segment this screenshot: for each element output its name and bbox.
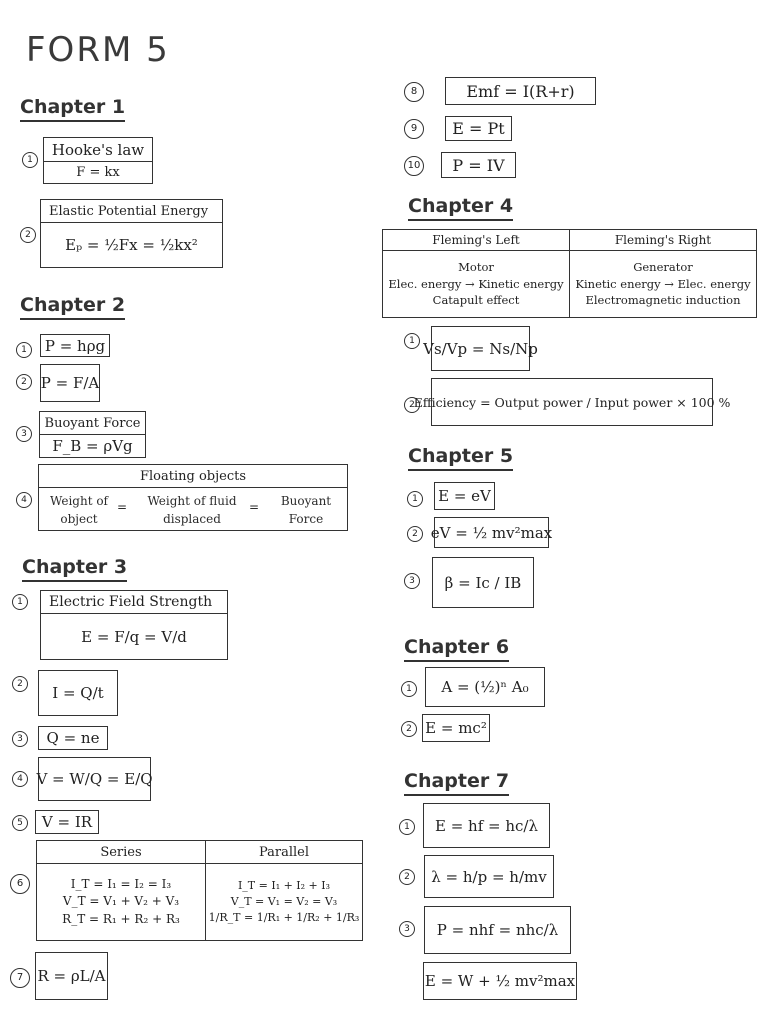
series-resistance: R_T = R₁ + R₂ + R₃	[62, 911, 180, 926]
current-formula: I = Q/t	[38, 670, 118, 716]
parallel-voltage: V_T = V₁ = V₂ = V₃	[230, 895, 338, 909]
item-number: 1	[16, 342, 32, 358]
item-number: 7	[10, 968, 30, 988]
series-header: Series	[36, 840, 206, 864]
item-number: 3	[16, 426, 32, 442]
item-number: 2	[407, 526, 423, 542]
item-number: 5	[12, 815, 28, 831]
item-number: 2	[399, 869, 415, 885]
buoyant-force-label: Buoyant Force	[39, 411, 146, 435]
chapter-6-heading: Chapter 6	[404, 636, 509, 662]
pressure-liquid-formula: P = hρg	[40, 334, 110, 357]
item-number: 2	[16, 374, 32, 390]
floating-weight-fluid	[137, 492, 247, 528]
flemings-right-body	[569, 250, 757, 318]
floating-buoyant-force-line1: Buoyant	[280, 494, 332, 508]
photoelectric-formula: E = W + ½ mv²max	[423, 962, 577, 1000]
chapter-5-heading: Chapter 5	[408, 445, 513, 471]
item-number: 1	[407, 491, 423, 507]
elastic-energy-formula: Eₚ = ½Fx = ½kx²	[40, 222, 223, 268]
flemings-right-effect: Electromagnetic induction	[585, 293, 741, 308]
floating-weight-fluid-line2: displaced	[163, 512, 221, 526]
chapter-7-heading: Chapter 7	[404, 770, 509, 796]
item-number: 6	[10, 874, 30, 894]
series-formulas	[36, 863, 206, 941]
flemings-left-effect: Catapult effect	[432, 293, 520, 308]
de-broglie-formula: λ = h/p = h/mv	[424, 855, 554, 898]
power-photon-formula: P = nhf = nhc/λ	[424, 906, 571, 954]
parallel-formulas	[205, 863, 363, 941]
floating-buoyant-force-line2: Force	[288, 512, 324, 526]
hooke-law-formula: F = kx	[43, 161, 153, 184]
item-number: 2	[12, 676, 28, 692]
equals-sign: =	[117, 500, 128, 514]
parallel-resistance: 1/R_T = 1/R₁ + 1/R₂ + 1/R₃	[208, 910, 360, 924]
item-number: 1	[22, 152, 38, 168]
flemings-right-header: Fleming's Right	[569, 229, 757, 251]
energy-power-formula: E = Pt	[445, 116, 512, 141]
item-number: 3	[12, 731, 28, 747]
elastic-energy-label: Elastic Potential Energy	[40, 199, 223, 223]
item-number: 9	[404, 119, 424, 139]
parallel-header: Parallel	[205, 840, 363, 864]
parallel-current: I_T = I₁ + I₂ + I₃	[237, 879, 331, 893]
resistance-formula: R = ρL/A	[35, 952, 108, 1000]
photon-energy-formula: E = eV	[434, 482, 495, 510]
mass-energy-formula: E = mc²	[422, 714, 490, 742]
item-number: 4	[16, 492, 32, 508]
item-number: 1	[401, 681, 417, 697]
buoyant-force-formula: F_B = ρVg	[39, 434, 146, 458]
floating-weight-object-line1: Weight of	[49, 494, 108, 508]
power-formula: P = IV	[441, 152, 516, 178]
photon-hf-formula: E = hf = hc/λ	[423, 803, 550, 848]
item-number: 1	[404, 333, 420, 349]
flemings-right-use: Generator	[633, 259, 693, 274]
transformer-formula: Vs/Vp = Ns/Np	[431, 326, 530, 371]
item-number: 2	[401, 721, 417, 737]
flemings-left-body	[382, 250, 570, 318]
chapter-2-heading: Chapter 2	[20, 294, 125, 320]
item-number: 3	[404, 573, 420, 589]
kinetic-electron-formula: eV = ½ mv²max	[434, 517, 549, 548]
item-number: 1	[12, 594, 28, 610]
emf-formula: Emf = I(R+r)	[445, 77, 596, 105]
item-number: 3	[399, 921, 415, 937]
flemings-left-use: Motor	[458, 259, 494, 274]
flemings-left-header: Fleming's Left	[382, 229, 570, 251]
current-gain-formula: β = Ic / IB	[432, 557, 534, 608]
floating-objects-equation	[38, 487, 348, 531]
hooke-law-label: Hooke's law	[43, 137, 153, 162]
radioactive-decay-formula: A = (½)ⁿ A₀	[425, 667, 545, 707]
voltage-formula: V = W/Q = E/Q	[38, 757, 151, 801]
item-number: 2	[20, 227, 36, 243]
item-number: 4	[12, 771, 28, 787]
flemings-right-energy: Kinetic energy → Elec. energy	[575, 276, 751, 291]
chapter-3-heading: Chapter 3	[22, 556, 127, 582]
floating-weight-object	[43, 492, 115, 528]
chapter-1-heading: Chapter 1	[20, 96, 125, 122]
equals-sign: =	[249, 500, 260, 514]
floating-weight-fluid-line1: Weight of fluid	[147, 494, 237, 508]
chapter-4-heading: Chapter 4	[408, 195, 513, 221]
ohms-law-formula: V = IR	[35, 810, 99, 834]
item-number: 2	[404, 397, 420, 413]
flemings-left-energy: Elec. energy → Kinetic energy	[388, 276, 564, 291]
item-number: 8	[404, 82, 424, 102]
pressure-formula: P = F/A	[40, 364, 100, 402]
item-number: 10	[404, 156, 424, 176]
electric-field-label: Electric Field Strength	[40, 590, 228, 614]
floating-objects-title: Floating objects	[38, 464, 348, 488]
series-current: I_T = I₁ = I₂ = I₃	[70, 876, 172, 891]
item-number: 1	[399, 819, 415, 835]
efficiency-formula: Efficiency = Output power / Input power × 100 %	[431, 378, 713, 426]
electric-field-formula: E = F/q = V/d	[40, 613, 228, 660]
series-voltage: V_T = V₁ + V₂ + V₃	[62, 894, 180, 909]
floating-weight-object-line2: object	[60, 512, 98, 526]
floating-buoyant-force	[271, 492, 341, 528]
page-title: FORM 5	[26, 30, 170, 70]
charge-formula: Q = ne	[38, 726, 108, 750]
